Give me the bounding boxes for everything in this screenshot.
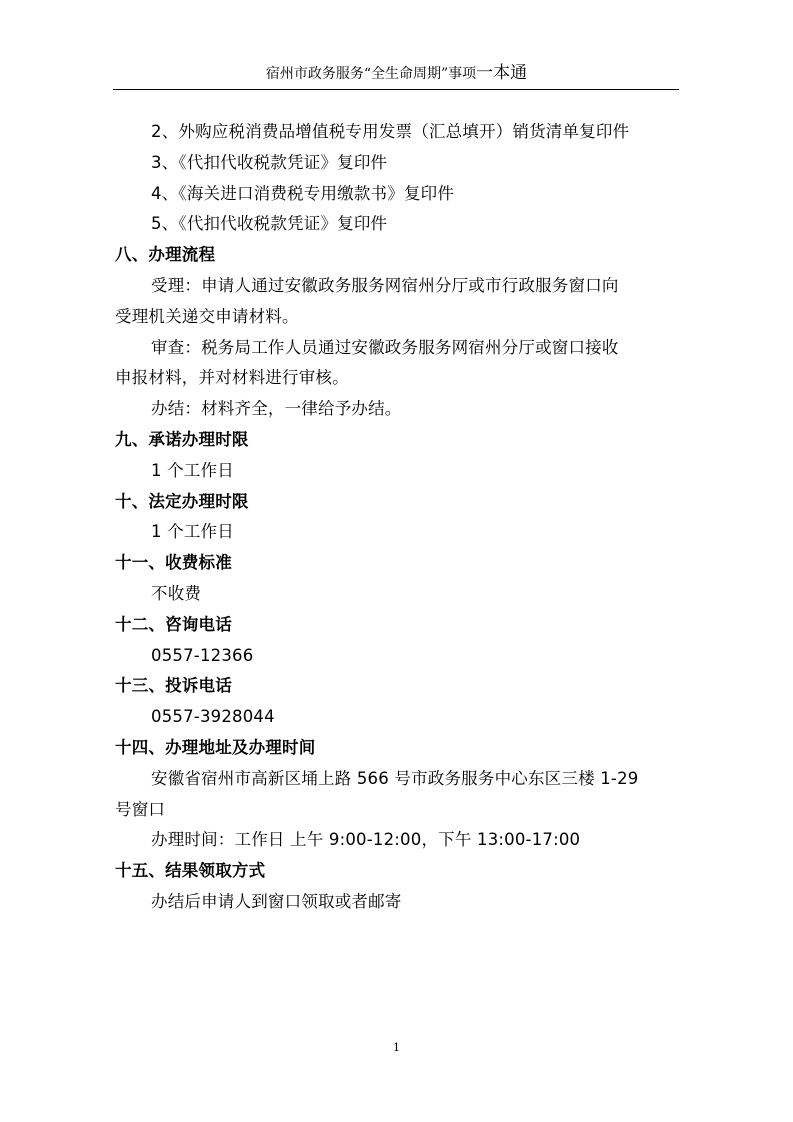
- legal-time-value: 1 个工作日: [151, 522, 234, 542]
- document-body: [115, 117, 685, 918]
- office-hours: 办理时间：工作日 上午 9:00-12:00，下午 13:00-17:00: [151, 830, 581, 850]
- section-heading-process: 八、办理流程: [115, 245, 216, 265]
- complaint-phone-value: 0557-3928044: [151, 707, 275, 727]
- page-header: [0, 63, 793, 84]
- list-item: 2、外购应税消费品增值税专用发票（汇总填开）销货清单复印件: [151, 122, 630, 141]
- consult-phone-value: 0557-12366: [151, 645, 254, 665]
- process-review-line1: 审查：税务局工作人员通过安徽政务服务网宿州分厅或窗口接收: [151, 337, 619, 357]
- section-heading-fee: 十一、收费标准: [115, 553, 232, 573]
- section-heading-legal-time: 十、法定办理时限: [115, 491, 249, 511]
- fee-value: 不收费: [151, 583, 202, 603]
- section-heading-result-pickup: 十五、结果领取方式: [115, 861, 266, 881]
- section-heading-complaint-phone: 十三、投诉电话: [115, 676, 232, 696]
- promised-time-value: 1 个工作日: [151, 460, 234, 480]
- process-conclude: 办结：材料齐全，一律给予办结。: [151, 399, 402, 419]
- process-accept-line2: 受理机关递交申请材料。: [115, 306, 299, 326]
- address-line1: 安徽省宿州市高新区埇上路 566 号市政务服务中心东区三楼 1-29: [151, 768, 639, 788]
- section-heading-consult-phone: 十二、咨询电话: [115, 614, 232, 634]
- address-line2: 号窗口: [115, 799, 166, 819]
- header-rule: [113, 89, 679, 90]
- list-item: 5、《代扣代收税款凭证》复印件: [151, 214, 388, 234]
- process-accept-line1: 受理：申请人通过安徽政务服务网宿州分厅或市行政服务窗口向: [151, 275, 619, 295]
- list-item: 4、《海关进口消费税专用缴款书》复印件: [151, 183, 455, 203]
- header-text-large: 一本通: [476, 63, 528, 83]
- section-heading-promised-time: 九、承诺办理时限: [115, 429, 249, 449]
- process-review-line2: 申报材料，并对材料进行审核。: [115, 368, 349, 388]
- list-item: 3、《代扣代收税款凭证》复印件: [151, 152, 388, 172]
- result-pickup-value: 办结后申请人到窗口领取或者邮寄: [151, 891, 402, 911]
- page-number: 1: [393, 1041, 400, 1054]
- section-heading-address-time: 十四、办理地址及办理时间: [115, 737, 316, 757]
- header-text: 宿州市政务服务“全生命周期”事项: [265, 66, 477, 82]
